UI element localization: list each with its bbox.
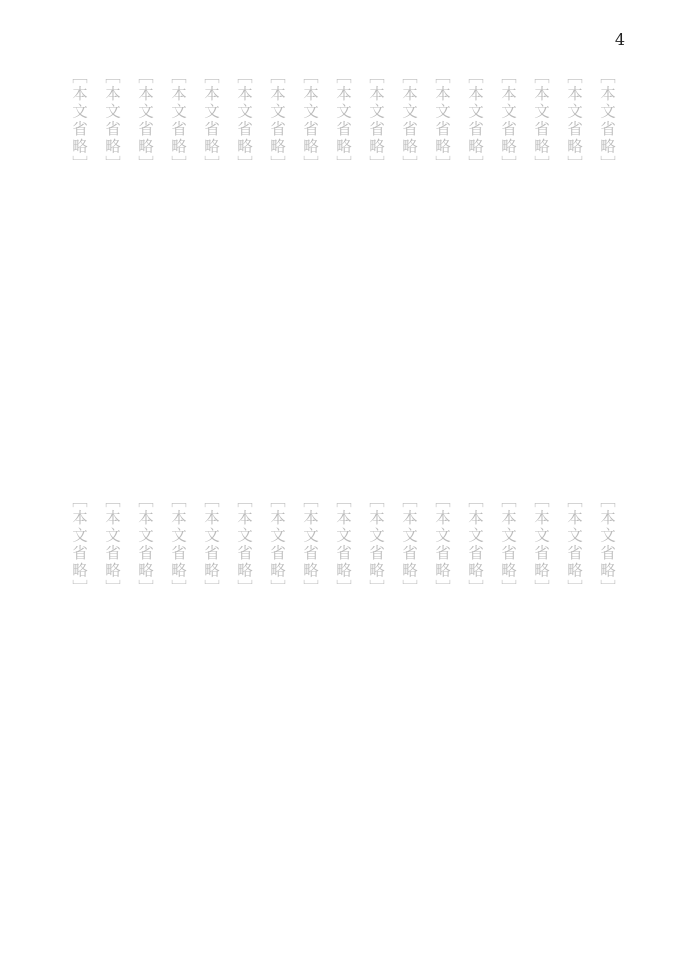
text-line: ［本文省略］ [433, 492, 451, 597]
text-line: ［本文省略］ [499, 68, 517, 173]
text-line: ［本文省略］ [466, 68, 484, 173]
text-line: ［本文省略］ [268, 492, 286, 597]
upper-text-block [63, 68, 623, 468]
text-line: ［本文省略］ [532, 492, 550, 597]
lower-text-block [63, 492, 623, 892]
text-line: ［本文省略］ [433, 68, 451, 173]
text-line: ［本文省略］ [367, 492, 385, 597]
text-line: ［本文省略］ [499, 492, 517, 597]
text-line: ［本文省略］ [103, 68, 121, 173]
text-line: ［本文省略］ [169, 492, 187, 597]
text-line: ［本文省略］ [301, 68, 319, 173]
text-line: ［本文省略］ [70, 492, 88, 597]
text-line: ［本文省略］ [202, 68, 220, 173]
text-line: ［本文省略］ [334, 492, 352, 597]
text-line: ［本文省略］ [334, 68, 352, 173]
text-line: ［本文省略］ [235, 68, 253, 173]
text-line: ［本文省略］ [532, 68, 550, 173]
text-line: ［本文省略］ [598, 492, 616, 597]
text-line: ［本文省略］ [598, 68, 616, 173]
text-line: ［本文省略］ [268, 68, 286, 173]
text-line: ［本文省略］ [400, 68, 418, 173]
text-line: ［本文省略］ [565, 68, 583, 173]
text-line: ［本文省略］ [136, 492, 154, 597]
text-line: ［本文省略］ [466, 492, 484, 597]
text-line: ［本文省略］ [103, 492, 121, 597]
text-line: ［本文省略］ [367, 68, 385, 173]
text-line: ［本文省略］ [301, 492, 319, 597]
text-line: ［本文省略］ [400, 492, 418, 597]
page-number: 4 [614, 30, 625, 49]
text-line: ［本文省略］ [235, 492, 253, 597]
text-line: ［本文省略］ [202, 492, 220, 597]
text-line: ［本文省略］ [169, 68, 187, 173]
text-line: ［本文省略］ [565, 492, 583, 597]
text-line: ［本文省略］ [70, 68, 88, 173]
text-line: ［本文省略］ [136, 68, 154, 173]
